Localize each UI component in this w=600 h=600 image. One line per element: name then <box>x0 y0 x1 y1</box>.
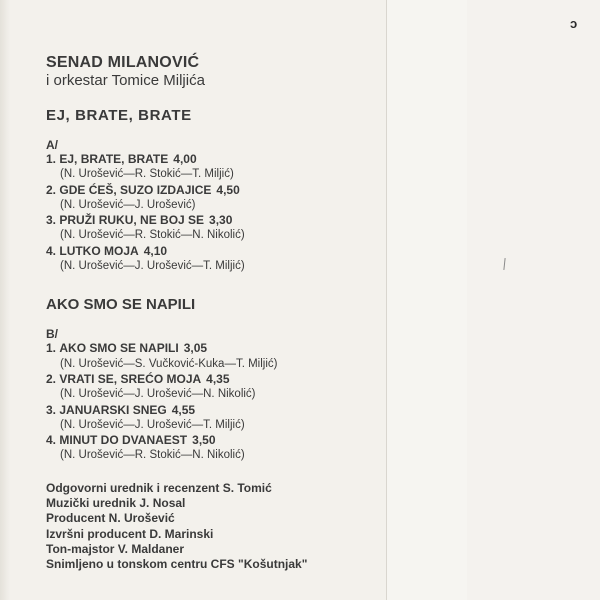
track-duration: 4,10 <box>143 243 168 258</box>
side-a-tracklist <box>46 152 376 274</box>
liner-notes <box>46 53 376 573</box>
track-title: MINUT DO DVANAEST <box>59 433 188 448</box>
credit-line: Odgovorni urednik i recenzent S. Tomić <box>46 480 272 495</box>
spine-panel <box>386 0 468 600</box>
production-credits <box>46 481 376 573</box>
credit-line: Izvršni producent D. Marinski <box>46 526 214 541</box>
track-number: 4. <box>46 433 57 448</box>
side-b-label: B/ <box>46 327 58 342</box>
track-item <box>46 152 376 183</box>
corner-mark: ɔ <box>570 16 578 31</box>
track-number: 3. <box>46 402 57 417</box>
track-number: 1. <box>46 341 57 356</box>
track-credits: (N. Urošević—J. Urošević—T. Miljić) <box>60 418 245 431</box>
track-duration: 4,00 <box>173 152 197 166</box>
side-b-tracklist <box>46 341 376 463</box>
album-title: EJ, BRATE, BRATE <box>46 107 192 124</box>
track-credits: (N. Urošević—J. Urošević—T. Miljić) <box>60 260 245 273</box>
edge-shadow <box>0 0 10 600</box>
track-title: AKO SMO SE NAPILI <box>59 341 179 356</box>
track-item <box>46 213 376 244</box>
track-duration: 4,35 <box>206 371 230 386</box>
track-title: VRATI SE, SREĆO MOJA <box>59 371 202 386</box>
track-number: 2. <box>46 182 57 197</box>
track-duration: 3,50 <box>192 433 216 448</box>
orchestra-name: i orkestar Tomice Miljića <box>46 72 205 89</box>
track-item <box>46 244 376 275</box>
track-item <box>46 403 376 434</box>
track-credits: (N. Urošević—R. Stokić—N. Nikolić) <box>60 229 245 242</box>
track-duration: 3,30 <box>209 213 233 228</box>
track-item <box>46 341 376 372</box>
track-duration: 4,50 <box>216 182 240 197</box>
track-number: 2. <box>46 371 57 386</box>
second-title: AKO SMO SE NAPILI <box>46 296 196 314</box>
track-title: GDE ĆEŠ, SUZO IZDAJICE <box>59 182 212 197</box>
track-credits: (N. Urošević—R. Stokić—T. Miljić) <box>60 168 234 181</box>
credit-line: Producent N. Urošević <box>46 511 175 526</box>
track-item <box>46 372 376 403</box>
side-a-label: A/ <box>46 138 58 152</box>
track-title: JANUARSKI SNEG <box>59 402 167 417</box>
track-duration: 4,55 <box>171 402 196 417</box>
track-credits: (N. Urošević—J. Urošević) <box>60 198 196 211</box>
credit-line: Snimljeno u tonskom centru CFS "Košutnjak" <box>46 557 308 572</box>
track-title: LUTKO MOJA <box>59 243 139 258</box>
track-number: 1. <box>46 152 57 166</box>
track-credits: (N. Urošević—R. Stokić—N. Nikolić) <box>60 449 245 462</box>
artist-name: SENAD MILANOVIĆ <box>46 54 200 71</box>
track-number: 3. <box>46 213 57 228</box>
track-title: EJ, BRATE, BRATE <box>59 152 169 166</box>
track-item <box>46 183 376 214</box>
credit-line: Ton-majstor V. Maldaner <box>46 541 185 556</box>
credit-line: Muzički urednik J. Nosal <box>46 496 186 511</box>
track-title: PRUŽI RUKU, NE BOJ SE <box>59 213 205 228</box>
track-item <box>46 433 376 464</box>
flap-panel <box>467 0 600 600</box>
track-duration: 3,05 <box>183 341 208 356</box>
track-credits: (N. Urošević—S. Vučković-Kuka—T. Miljić) <box>60 357 278 370</box>
track-number: 4. <box>46 243 57 258</box>
track-credits: (N. Urošević—J. Urošević—N. Nikolić) <box>60 388 256 401</box>
